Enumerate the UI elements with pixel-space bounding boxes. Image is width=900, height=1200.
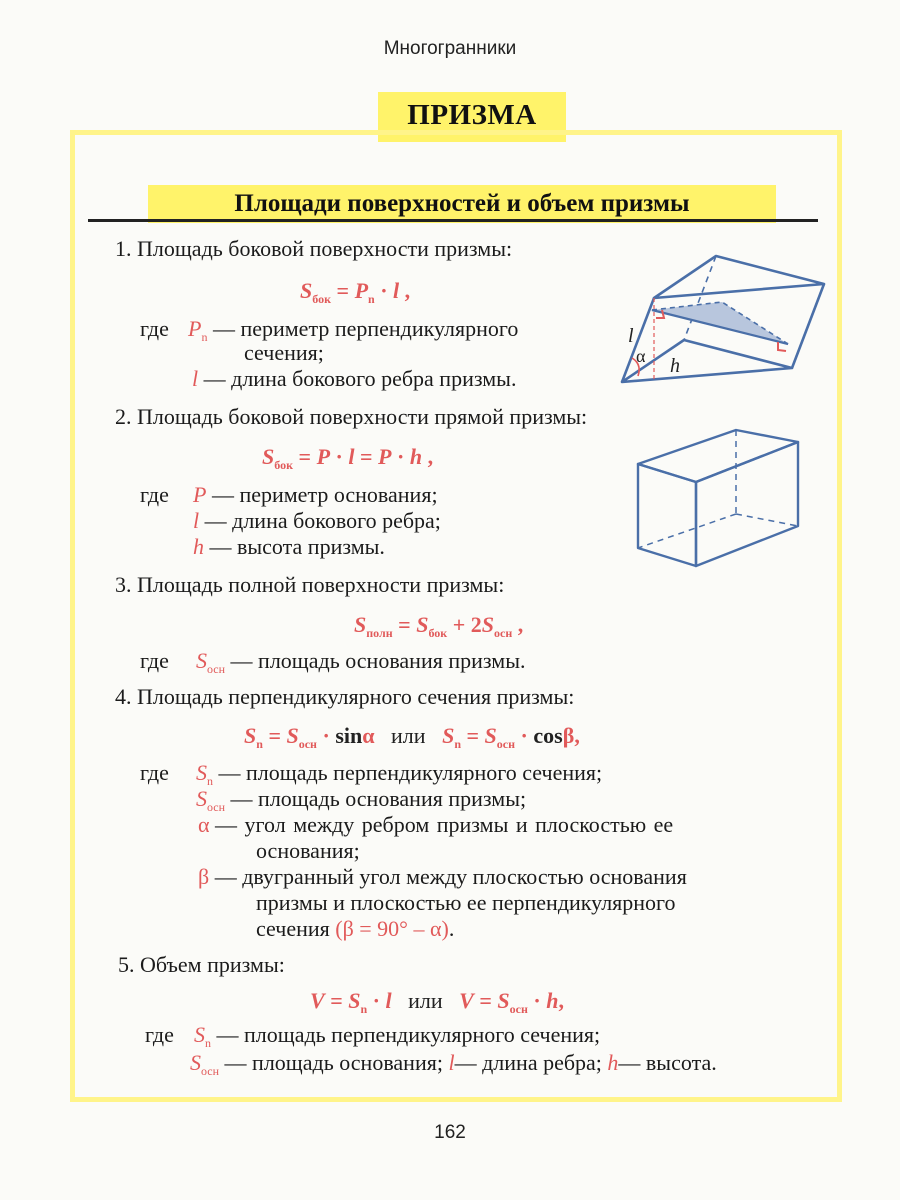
item-3-where: где [140,648,169,673]
item-4-formula: $S_n = S_{осн} \cdot \sin\alpha$ или $S_n = S_{осн} \cdot \cos\beta$, [244,723,580,751]
item-4-heading: 4. Площадь перпендикулярного сечения призмы: [115,684,575,709]
box-front-face [638,464,696,566]
box-side-face [696,442,798,566]
item-1-l-def: l — длина бокового ребра призмы. [192,366,517,391]
item-2-where: где [140,482,169,507]
figure1-label-l: l [628,325,634,347]
item-5-formula: $V = S_n \cdot l$ или $V = S_{осн} \cdot h$, [310,988,564,1016]
item-3-s-def: $S_{осн}$ — площадь основания призмы. [196,648,526,676]
item-5-so-def: $S_{осн}$ — площадь основания; l— длина ребра; h— высота. [190,1050,717,1078]
figure1-label-alpha: α [636,346,646,366]
item-4-alpha-def: α — угол между ребром призмы и плоскостью ее [198,812,674,837]
item-5-heading: 5. Объем призмы: [118,952,285,977]
item-4-beta-def: β — двугранный угол между плоскостью основания [198,864,687,889]
item-2-l-def: l — длина бокового ребра; [193,508,441,533]
prism-top-face [654,256,824,298]
item-4-beta-def-end: сечения (β = 90° – α). [256,916,455,941]
item-2-formula: $S_{бок} = P \cdot l = P \cdot h$ , [262,444,434,472]
item-3-heading: 3. Площадь полной поверхности призмы: [115,572,505,597]
item-1-heading: 1. Площадь боковой поверхности призмы: [115,236,513,261]
item-3-formula: $S_{полн} = S_{бок} + 2S_{осн}$ , [354,612,524,640]
item-1-pn-def: $P_n$ — периметр перпендикулярного [188,316,519,344]
item-2-h-def: h — высота призмы. [193,534,385,559]
item-5-sn-def: $S_n$ — площадь перпендикулярного сечения; [194,1022,601,1050]
section-title: Площади поверхностей и объем призмы [234,190,690,217]
section-underline [88,219,818,222]
prism-bottom-face [622,340,792,382]
item-1-formula: $S_{бок} = P_n \cdot l$ , [300,278,411,306]
beta-relation: (β = 90° – α) [335,916,449,941]
page-title: ПРИЗМА [407,99,537,131]
figure1-label-h: h [670,355,680,377]
item-1-where: где [140,316,169,341]
item-4-so-def: $S_{осн}$ — площадь основания призмы; [196,786,527,814]
item-2-p-def: P — периметр основания; [193,482,438,507]
chapter-header: Многогранники [383,38,517,59]
item-4-sn-def: $S_n$ — площадь перпендикулярного сечения; [196,760,603,788]
item-4-beta-def-cont: призмы и плоскостью ее перпендикулярного [256,890,676,915]
item-1-pn-def-cont: сечения; [244,340,324,365]
oblique-prism-figure [612,246,842,394]
item-5-where: где [145,1022,174,1047]
item-2-heading: 2. Площадь боковой поверхности прямой призмы: [115,404,588,429]
item-4-alpha-def-cont: основания; [256,838,360,863]
page-number: 162 [434,1122,466,1143]
right-prism-figure [632,428,808,574]
perpendicular-section [652,302,788,344]
item-4-where: где [140,760,169,785]
